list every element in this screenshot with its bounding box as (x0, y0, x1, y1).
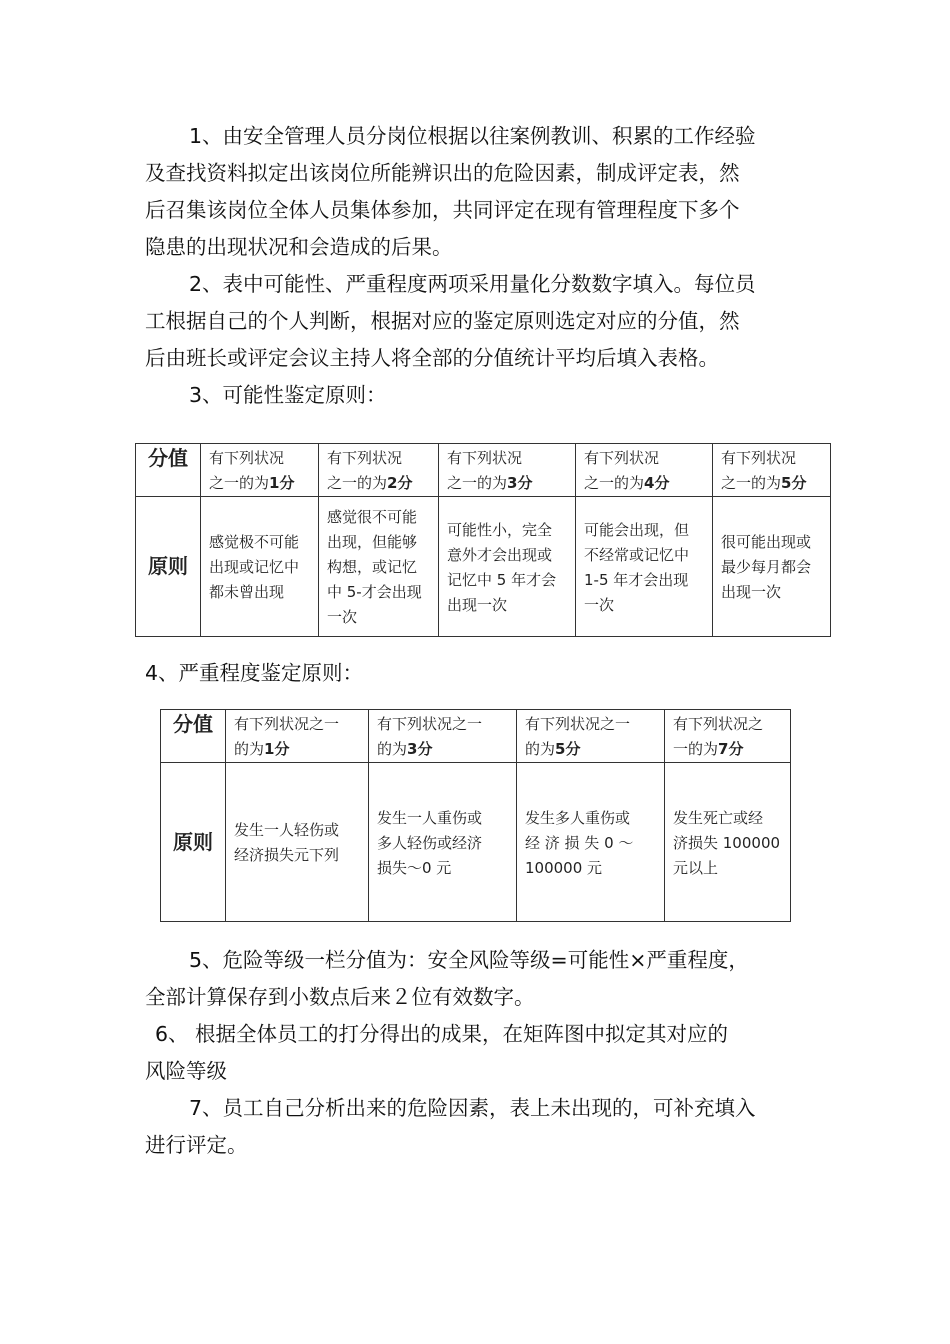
paragraph-7: 7、员工自己分析出来的危险因素，表上未出现的，可补充填入 进行评定。 (145, 1096, 756, 1157)
header-cell: 有下列状况 之一的为5分 (713, 444, 831, 497)
principle-cell: 发生多人重伤或 经 济 损 失 0 ～ 100000 元 (517, 763, 665, 922)
severity-header-row (161, 710, 791, 763)
header-cell: 有下列状况之一 的为1分 (226, 710, 369, 763)
header-cell: 有下列状况之一 的为3分 (369, 710, 517, 763)
principle-cell: 感觉很不可能 出现，但能够 构想，或记忆 中 5-才会出现 一次 (319, 497, 439, 637)
score-label: 分值 (136, 444, 201, 497)
likelihood-principle-row (136, 497, 831, 637)
paragraph-1: 1、由安全管理人员分岗位根据以往案例教训、积累的工作经验 及查找资料拟定出该岗位所能辨识出的危险因素，制成评定表，然 后召集该岗位全体人员集体参加，共同评定在现有管理程度下多个 隐患的出现状况和会造成的后果。 (145, 124, 756, 259)
paragraph-3-heading: 3、可能性鉴定原则： (189, 383, 387, 407)
header-cell: 有下列状况之 一的为7分 (665, 710, 791, 763)
header-cell: 有下列状况 之一的为4分 (576, 444, 713, 497)
principle-cell: 发生一人轻伤或 经济损失元下列 (226, 763, 369, 922)
principle-label: 原则 (136, 497, 201, 637)
header-cell: 有下列状况之一 的为5分 (517, 710, 665, 763)
principle-cell: 可能性小，完全 意外才会出现或 记忆中 5 年才会 出现一次 (439, 497, 576, 637)
principle-cell: 感觉极不可能 出现或记忆中 都未曾出现 (201, 497, 319, 637)
paragraph-2: 2、表中可能性、严重程度两项采用量化分数数字填入。每位员 工根据自己的个人判断，根据对应的鉴定原则选定对应的分值，然 后由班长或评定会议主持人将全部的分值统计平均后填入表格。 (145, 272, 756, 370)
likelihood-table (135, 443, 831, 637)
principle-cell: 发生一人重伤或 多人轻伤或经济 损失～0 元 (369, 763, 517, 922)
principle-cell: 发生死亡或经 济损失 100000 元以上 (665, 763, 791, 922)
severity-table (160, 709, 791, 922)
header-cell: 有下列状况 之一的为2分 (319, 444, 439, 497)
principle-cell: 可能会出现，但 不经常或记忆中 1-5 年才会出现 一次 (576, 497, 713, 637)
paragraph-5: 5、危险等级一栏分值为：安全风险等级=可能性×严重程度， 全部计算保存到小数点后来２位有效数字。 (145, 948, 749, 1009)
paragraph-4-heading: 4、严重程度鉴定原则： (145, 661, 364, 685)
likelihood-header-row (136, 444, 831, 497)
header-cell: 有下列状况 之一的为3分 (439, 444, 576, 497)
header-cell: 有下列状况 之一的为1分 (201, 444, 319, 497)
severity-principle-row (161, 763, 791, 922)
principle-label: 原则 (161, 763, 226, 922)
score-label: 分值 (161, 710, 226, 763)
paragraph-6: 6、 根据全体员工的打分得出的成果，在矩阵图中拟定其对应的 风险等级 (145, 1022, 729, 1083)
principle-cell: 很可能出现或 最少每月都会 出现一次 (713, 497, 831, 637)
